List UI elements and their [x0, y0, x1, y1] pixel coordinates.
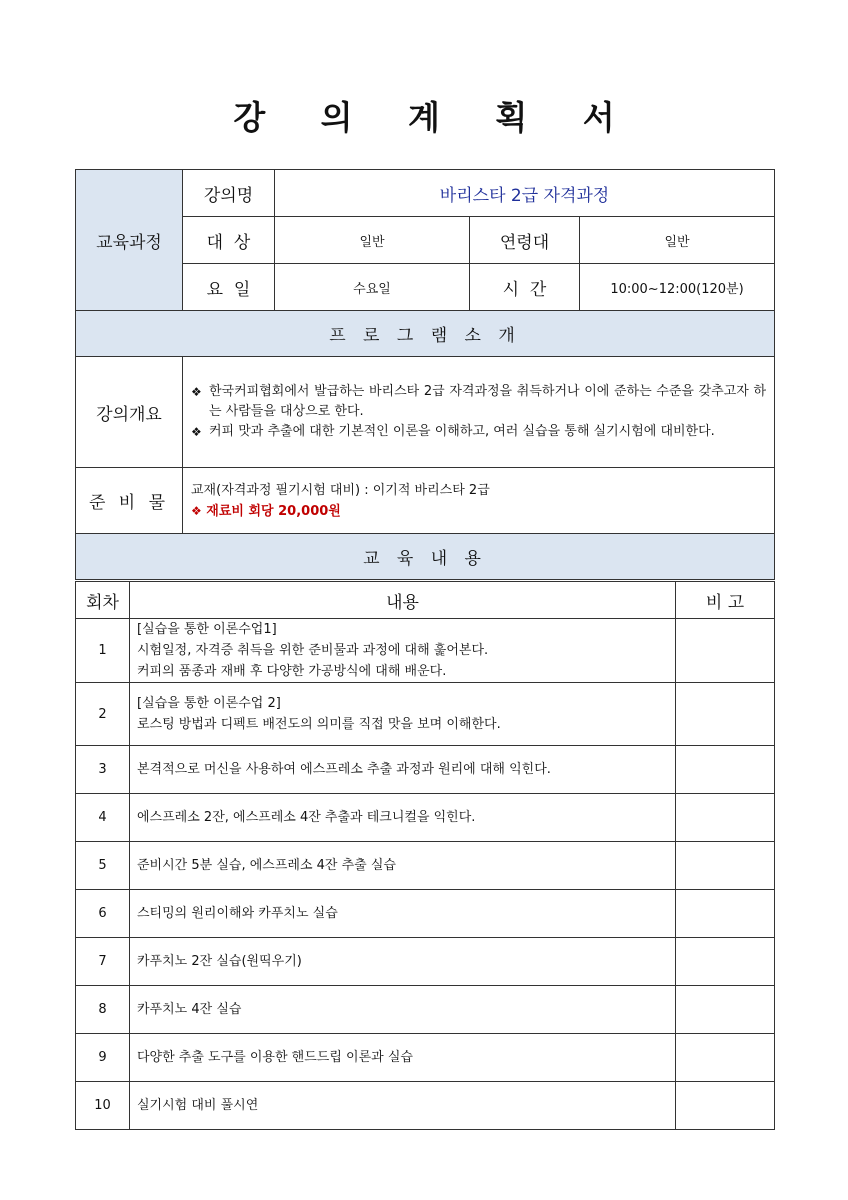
session-content: 카푸치노 2잔 실습(원띡우기) [130, 938, 676, 986]
course-name-label: 강의명 [183, 170, 275, 217]
session-number: 9 [76, 1034, 130, 1082]
session-number: 10 [76, 1082, 130, 1130]
session-number: 1 [76, 619, 130, 683]
session-note [676, 842, 775, 890]
overview-line: ❖ 한국커피협회에서 발급하는 바리스타 2급 자격과정을 취득하거나 이에 준하는 수준을 갖추고자 하는 사람들을 대상으로 한다. [191, 382, 766, 422]
age-label: 연령대 [470, 217, 580, 264]
course-section-label: 교육과정 [76, 170, 183, 311]
table-row [76, 890, 775, 938]
table-row [76, 794, 775, 842]
table-row [76, 746, 775, 794]
age-value: 일반 [580, 217, 775, 264]
overview-label: 강의개요 [76, 357, 183, 468]
session-note [676, 683, 775, 746]
session-content: 실기시험 대비 풀시연 [130, 1082, 676, 1130]
day-value: 수요일 [275, 264, 470, 311]
session-note [676, 1034, 775, 1082]
target-value: 일반 [275, 217, 470, 264]
materials-label: 준 비 물 [76, 468, 183, 534]
time-label: 시 간 [470, 264, 580, 311]
session-note [676, 746, 775, 794]
session-content: 에스프레소 2잔, 에스프레소 4잔 추출과 테크니컬을 익힌다. [130, 794, 676, 842]
session-content: 다양한 추출 도구를 이용한 핸드드립 이론과 실습 [130, 1034, 676, 1082]
session-note [676, 938, 775, 986]
overview-line: ❖ 커피 맛과 추출에 대한 기본적인 이론을 이해하고, 여러 실습을 통해 실기시험에 대비한다. [191, 422, 766, 442]
session-number: 3 [76, 746, 130, 794]
session-note [676, 1082, 775, 1130]
material-fee: ❖ 재료비 회당 20,000원 [191, 503, 341, 519]
session-number: 7 [76, 938, 130, 986]
session-content: 스티밍의 원리이해와 카푸치노 실습 [130, 890, 676, 938]
day-label: 요 일 [183, 264, 275, 311]
session-note [676, 986, 775, 1034]
course-name-value: 바리스타 2급 자격과정 [275, 170, 775, 217]
session-number: 8 [76, 986, 130, 1034]
session-content: [실습을 통한 이론수업 2] 로스팅 방법과 디펙트 배전도의 의미를 직접 맛을 보며 이해한다. [130, 683, 676, 746]
textbook-text: 교재(자격과정 필기시험 대비) : 이기적 바리스타 2급 [191, 482, 490, 498]
table-row [76, 986, 775, 1034]
content-section-header: 교 육 내 용 [76, 534, 775, 580]
table-row [76, 1034, 775, 1082]
session-number: 6 [76, 890, 130, 938]
diamond-bullet-icon: ❖ [191, 503, 202, 518]
course-info-table [75, 169, 775, 580]
overview-content [183, 357, 775, 468]
session-content: [실습을 통한 이론수업1] 시험일정, 자격증 취득을 위한 준비물과 과정에 대해 훑어본다. 커피의 품종과 재배 후 다양한 가공방식에 대해 배운다. [130, 619, 676, 683]
target-label: 대 상 [183, 217, 275, 264]
col-header-note: 비 고 [676, 582, 775, 619]
table-row [76, 842, 775, 890]
table-row [76, 619, 775, 683]
page-title: 강 의 계 획 서 [233, 98, 637, 137]
time-value: 10:00~12:00(120분) [580, 264, 775, 311]
session-note [676, 794, 775, 842]
materials-content [183, 468, 775, 534]
session-content: 본격적으로 머신을 사용하여 에스프레소 추출 과정과 원리에 대해 익힌다. [130, 746, 676, 794]
table-row [76, 683, 775, 746]
col-header-session: 회차 [76, 582, 130, 619]
session-number: 4 [76, 794, 130, 842]
session-number: 5 [76, 842, 130, 890]
session-content: 준비시간 5분 실습, 에스프레소 4잔 추출 실습 [130, 842, 676, 890]
col-header-content: 내용 [130, 582, 676, 619]
table-row [76, 1082, 775, 1130]
table-row [76, 938, 775, 986]
session-number: 2 [76, 683, 130, 746]
session-content: 카푸치노 4잔 실습 [130, 986, 676, 1034]
diamond-bullet-icon: ❖ [191, 425, 202, 439]
schedule-table [75, 581, 775, 1130]
program-intro-header: 프 로 그 램 소 개 [76, 311, 775, 357]
diamond-bullet-icon: ❖ [191, 385, 202, 399]
session-note [676, 619, 775, 683]
session-note [676, 890, 775, 938]
